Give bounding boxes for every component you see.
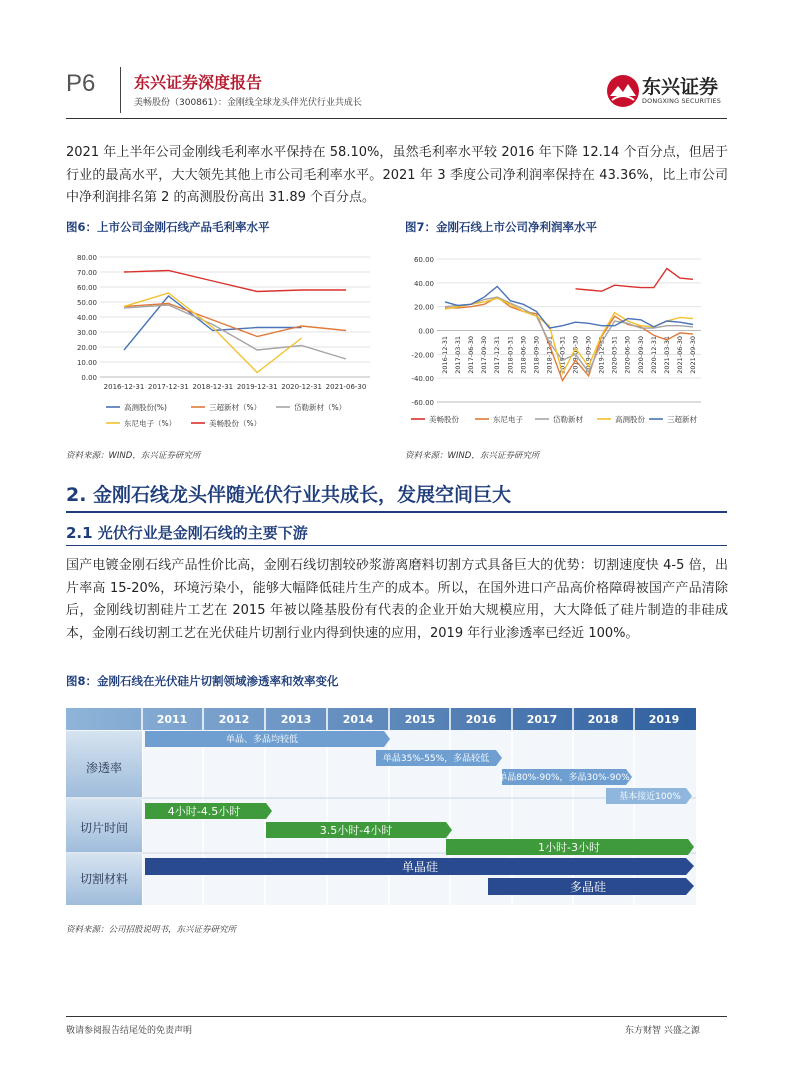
x-tick-label: 2016-12-31 bbox=[103, 383, 145, 391]
footer-disclaimer: 敬请参阅报告结尾处的免责声明 bbox=[66, 1026, 193, 1036]
header-separator bbox=[120, 67, 121, 113]
legend-label: 三超新材（%） bbox=[209, 403, 262, 412]
report-subtitle: 美畅股份（300861）：金刚线全球龙头伴光伏行业共成长 bbox=[134, 98, 362, 108]
year-label: 2016 bbox=[465, 713, 497, 726]
x-tick-label: 2018-12-31 bbox=[545, 336, 554, 374]
bar-label: 1小时-3小时 bbox=[538, 841, 600, 854]
year-label: 2017 bbox=[526, 713, 558, 726]
fig6-source: 资料来源：WIND，东兴证券研究所 bbox=[66, 451, 201, 461]
x-tick-label: 2018-06-30 bbox=[519, 336, 528, 374]
bar-label: 4小时-4.5小时 bbox=[167, 805, 241, 818]
bar-label: 基本接近100% bbox=[619, 792, 681, 802]
x-tick-label: 2018-09-30 bbox=[532, 336, 541, 374]
series-line bbox=[124, 271, 346, 292]
legend-label: 美畅股份 bbox=[429, 415, 459, 424]
year-label: 2011 bbox=[156, 713, 188, 726]
x-tick-label: 2017-03-31 bbox=[454, 336, 463, 374]
x-tick-label: 2019-03-31 bbox=[558, 336, 567, 374]
x-tick-label: 2020-09-30 bbox=[636, 336, 645, 374]
report-title: 东兴证券深度报告 bbox=[134, 73, 263, 92]
year-label: 2015 bbox=[404, 713, 436, 726]
y-tick-label: 70.00 bbox=[76, 269, 97, 277]
fig7-source: 资料来源：WIND，东兴证券研究所 bbox=[405, 451, 540, 461]
fig8-source: 资料来源：公司招股说明书，东兴证券研究所 bbox=[66, 925, 237, 935]
series-line bbox=[445, 286, 693, 328]
row-label-material: 切割材料 bbox=[79, 872, 129, 886]
bar-label: 3.5小时-4小时 bbox=[319, 824, 393, 837]
row-label-penetration: 渗透率 bbox=[85, 761, 123, 775]
legend-label: 高测股份(%) bbox=[124, 403, 167, 412]
y-tick-label: 50.00 bbox=[76, 299, 97, 307]
footer-rule bbox=[66, 1016, 727, 1017]
x-tick-label: 2016-12-31 bbox=[441, 336, 449, 374]
x-tick-label: 2021-06-30 bbox=[675, 336, 684, 374]
section-rule bbox=[66, 511, 727, 513]
year-label: 2014 bbox=[342, 713, 374, 726]
logo-english-name: DONGXING SECURITIES bbox=[642, 97, 721, 105]
header-rule bbox=[66, 118, 727, 119]
x-tick-label: 2020-12-31 bbox=[649, 336, 658, 374]
subsection-rule bbox=[66, 545, 727, 546]
y-tick-label: 0.00 bbox=[81, 374, 97, 382]
bar-label: 单晶80%-90%，多晶30%-90% bbox=[498, 773, 630, 783]
y-tick-label: 40.00 bbox=[76, 314, 97, 322]
logo-name: 东兴证券 bbox=[642, 76, 719, 98]
y-tick-label: 20.00 bbox=[413, 303, 434, 312]
x-tick-label: 2019-09-30 bbox=[584, 336, 593, 374]
y-tick-label: -60.00 bbox=[411, 399, 434, 407]
y-tick-label: 60.00 bbox=[76, 284, 97, 292]
fig8-caption: 图8：金刚石线在光伏硅片切割领域渗透率和效率变化 bbox=[66, 674, 339, 688]
x-tick-label: 2017-06-30 bbox=[467, 336, 476, 374]
y-tick-label: 60.00 bbox=[413, 256, 434, 264]
intro-paragraph: 2021 年上半年公司金刚线毛利率水平保持在 58.10%，虽然毛利率水平较 2016 年下降 12.14 个百分点，但居于行业的最高水平，大大领先其他上市公司毛利率水平。2021 年 3 季度公司净利润率保持在 43.36%，比上市公司中净利润排名第 2 的高测股份高出 31.89 个百分点。 bbox=[66, 145, 728, 205]
fig7-caption: 图7：金刚石线上市公司净利润率水平 bbox=[405, 220, 597, 234]
y-tick-label: 40.00 bbox=[413, 279, 434, 288]
x-tick-label: 2021-06-30 bbox=[325, 383, 367, 391]
x-tick-label: 2020-12-31 bbox=[281, 383, 322, 391]
row-label-cut-time: 切片时间 bbox=[79, 821, 129, 835]
x-tick-label: 2018-03-31 bbox=[506, 336, 515, 374]
y-tick-label: 0.00 bbox=[418, 327, 434, 336]
x-tick-label: 2021-03-31 bbox=[662, 336, 671, 374]
section-paragraph: 国产电镀金刚石线产品性价比高，金刚石线切割较砂浆游离磨料切割方式具备巨大的优势：切割速度快 4-5 倍，出片率高 15-20%，环境污染小，能够大幅降低硅片生产的成本。所以，在国外进口产品高价格障碍被国产产品清除后，金刚线切割硅片工艺在 2015 年被以隆基股份有代表的企业开始大规模应用，大大降低了硅片制造的非硅成本，金刚石线切割工艺在光伏硅片切割行业内得到快速的应用，2019 年行业渗透率已经近 100%。 bbox=[66, 558, 728, 641]
legend-label: 东尼电子 bbox=[493, 415, 523, 424]
fig8-timeline bbox=[66, 708, 696, 905]
year-label: 2018 bbox=[587, 713, 619, 726]
legend-label: 三超新材 bbox=[667, 415, 697, 424]
legend-label: 岱勒新材（%） bbox=[294, 403, 347, 412]
x-tick-label: 2019-12-31 bbox=[236, 383, 278, 391]
logo-icon bbox=[606, 74, 640, 108]
x-tick-label: 2017-12-31 bbox=[148, 383, 189, 391]
footer-slogan: 东方财智 兴盛之源 bbox=[625, 1026, 700, 1036]
x-tick-label: 2021-09-30 bbox=[689, 336, 697, 374]
y-tick-label: 80.00 bbox=[76, 254, 97, 262]
legend-label: 美畅股份（%） bbox=[209, 419, 262, 428]
year-label: 2012 bbox=[218, 713, 250, 726]
x-tick-label: 2020-03-31 bbox=[610, 336, 619, 374]
x-tick-label: 2018-12-31 bbox=[192, 383, 234, 391]
y-tick-label: 30.00 bbox=[76, 329, 97, 337]
year-label: 2013 bbox=[280, 713, 312, 726]
fig6-caption: 图6：上市公司金刚石线产品毛利率水平 bbox=[66, 220, 270, 234]
legend-label: 东尼电子（%） bbox=[124, 419, 177, 428]
x-tick-label: 2017-09-30 bbox=[480, 336, 489, 374]
legend-label: 岱勒新材 bbox=[553, 415, 583, 424]
bar-label: 单晶硅 bbox=[401, 860, 439, 874]
x-tick-label: 2020-06-30 bbox=[623, 336, 632, 374]
y-tick-label: -20.00 bbox=[411, 351, 434, 360]
subsection-heading: 2.1 光伏行业是金刚石线的主要下游 bbox=[66, 524, 308, 542]
fig6-chart bbox=[66, 240, 388, 440]
y-tick-label: -40.00 bbox=[411, 375, 434, 384]
x-tick-label: 2019-06-30 bbox=[571, 336, 580, 374]
y-tick-label: 10.00 bbox=[76, 359, 97, 367]
series-line bbox=[576, 269, 694, 292]
bar-label: 多晶硅 bbox=[569, 880, 607, 894]
section-heading: 2. 金刚石线龙头伴随光伏行业共成长，发展空间巨大 bbox=[66, 484, 512, 506]
page-number: P6 bbox=[66, 70, 96, 97]
bar-label: 单晶、多晶均较低 bbox=[225, 735, 299, 745]
bar-label: 单晶35%-55%，多晶较低 bbox=[382, 754, 490, 764]
x-tick-label: 2017-12-31 bbox=[493, 336, 502, 374]
year-label: 2019 bbox=[648, 713, 680, 726]
fig7-chart bbox=[405, 240, 727, 440]
company-logo bbox=[606, 70, 728, 112]
y-tick-label: 20.00 bbox=[76, 344, 97, 352]
legend-label: 高测股份 bbox=[615, 415, 645, 424]
x-tick-label: 2019-12-31 bbox=[597, 336, 606, 374]
